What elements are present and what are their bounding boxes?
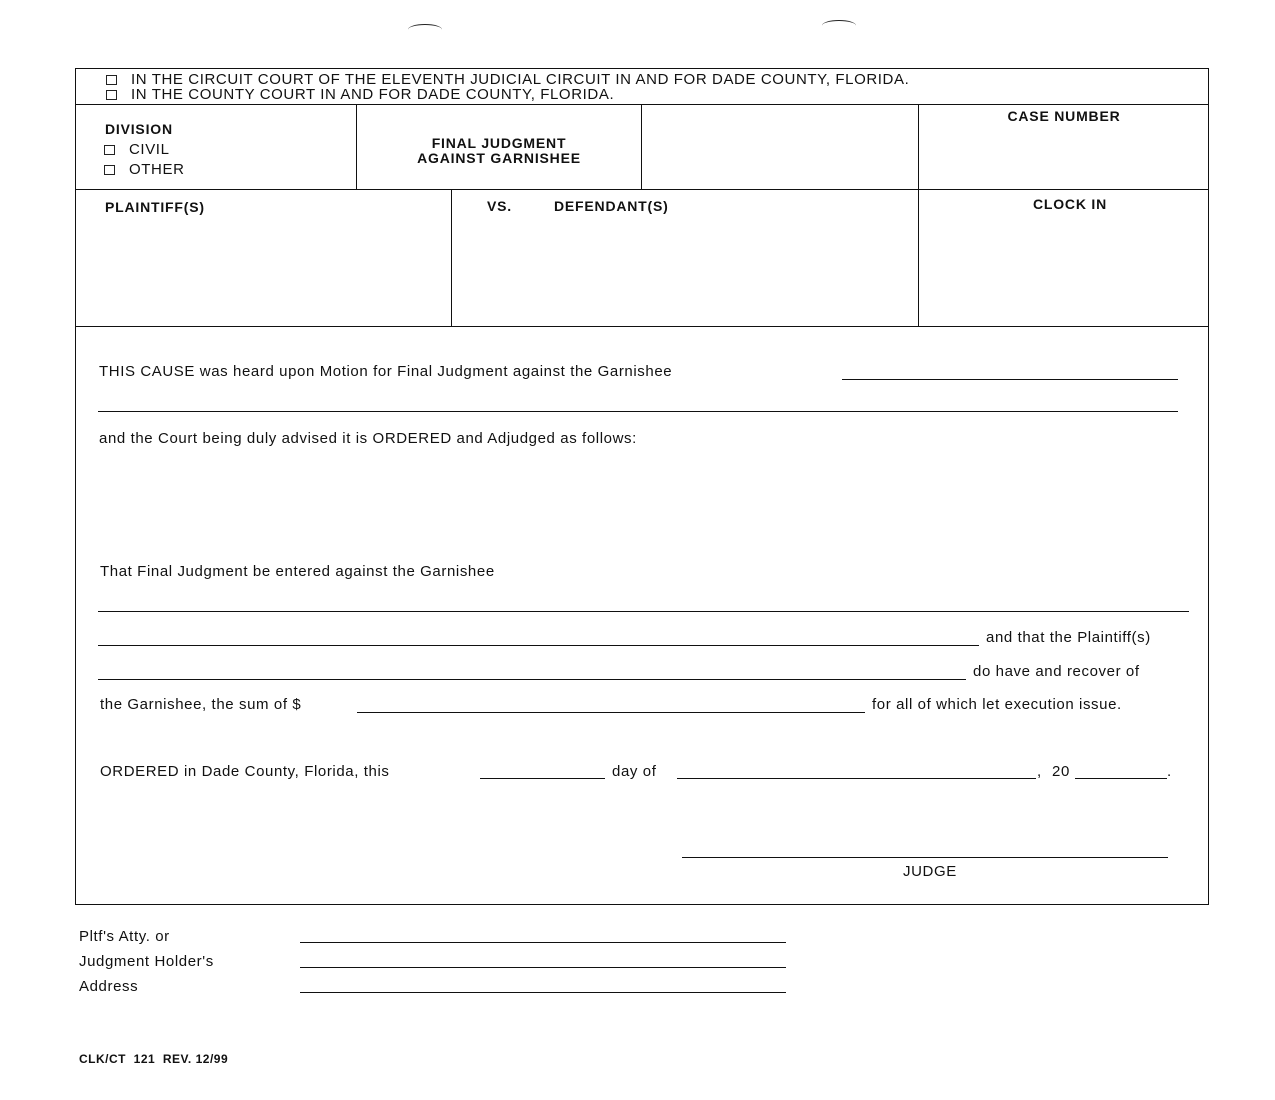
header-divider-1 [75,104,1209,105]
vs-label: VS. [487,198,512,214]
garnishee-name-field-2[interactable] [98,393,1178,412]
year-prefix: 20 [1052,763,1070,780]
divider-case [918,104,919,326]
other-checkbox[interactable] [104,165,115,175]
other-label: OTHER [129,161,185,178]
sum-text: the Garnishee, the sum of $ [100,696,302,713]
recover-text: do have and recover of [973,663,1140,680]
circuit-court-checkbox[interactable] [106,75,117,85]
divider-title [641,104,642,189]
header-divider-3 [75,326,1209,327]
punch-hole-left [408,24,442,35]
execution-text: for all of which let execution issue. [872,696,1122,713]
defendants-label: DEFENDANT(S) [554,198,669,214]
garnishee-line-2[interactable] [98,627,979,646]
period-text: . [1167,763,1172,780]
divider-parties [451,189,452,326]
division-option-other[interactable] [104,161,185,178]
day-of-text: day of [612,763,657,780]
clock-in-label: CLOCK IN [1032,196,1108,212]
punch-hole-right [822,20,856,31]
cause-text: THIS CAUSE was heard upon Motion for Final Judgment against the Garnishee [99,363,673,380]
division-option-civil[interactable] [104,141,170,158]
form-title-line2: AGAINST GARNISHEE [417,150,581,166]
attorney-label-1: Pltf's Atty. or [79,928,170,945]
county-court-label: IN THE COUNTY COURT IN AND FOR DADE COUNTY, FLORIDA. [131,86,615,103]
day-field[interactable] [480,760,605,779]
plaintiffs-label: PLAINTIFF(S) [105,199,205,215]
judge-signature-field[interactable] [682,839,1168,858]
defendants-field[interactable] [470,220,905,318]
county-court-checkbox[interactable] [106,90,117,100]
court-option-county[interactable] [106,86,614,103]
attorney-label-3: Address [79,978,139,995]
form-title-line1: FINAL JUDGMENT [431,135,567,151]
attorney-line-3[interactable] [300,974,786,993]
case-number-label: CASE NUMBER [1007,108,1121,124]
sum-field[interactable] [357,694,865,713]
clock-in-field[interactable] [930,218,1198,318]
year-field[interactable] [1075,760,1167,779]
judge-label: JUDGE [903,863,957,880]
attorney-label-2: Judgment Holder's [79,953,214,970]
judgment-text: That Final Judgment be entered against the Garnishee [100,563,495,580]
civil-label: CIVIL [129,141,170,158]
civil-checkbox[interactable] [104,145,115,155]
attorney-line-2[interactable] [300,949,786,968]
plaintiffs-field[interactable] [90,220,440,318]
case-number-field[interactable] [930,130,1198,182]
plaintiffs-name-field[interactable] [98,661,966,680]
garnishee-line-1[interactable] [98,593,1189,612]
header-divider-2 [75,189,1209,190]
attorney-line-1[interactable] [300,924,786,943]
garnishee-name-field[interactable] [842,361,1178,380]
circuit-court-label: IN THE CIRCUIT COURT OF THE ELEVENTH JUDICIAL CIRCUIT IN AND FOR DADE COUNTY, FLORIDA. [131,71,910,88]
ordered-text: ORDERED in Dade County, Florida, this [100,763,390,780]
plaintiffs-text: and that the Plaintiff(s) [986,629,1151,646]
month-field[interactable] [677,760,1036,779]
advised-text: and the Court being duly advised it is ORDERED and Adjudged as follows: [99,430,637,447]
comma-text: , [1037,763,1042,780]
division-label: DIVISION [105,121,173,137]
form-id: CLK/CT 121 REV. 12/99 [79,1052,229,1066]
